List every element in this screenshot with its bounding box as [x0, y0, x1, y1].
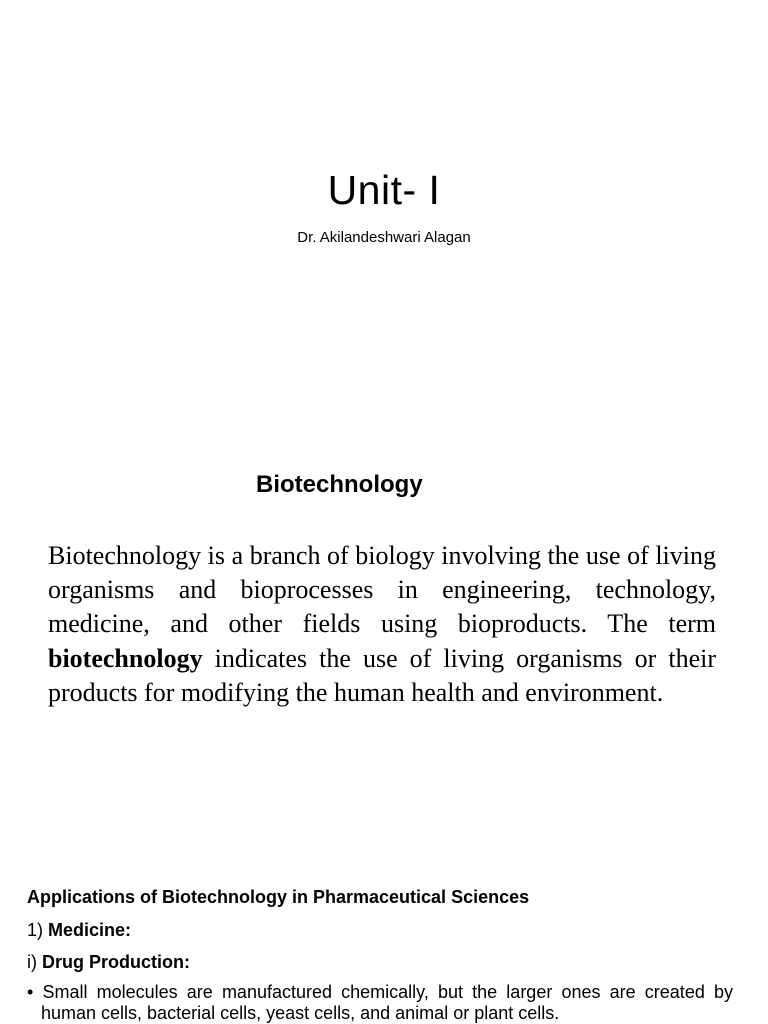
medicine-subheading	[27, 918, 131, 942]
medicine-label: Medicine:	[48, 920, 132, 940]
definition-text-end: indicates the use of living organisms or their products for modifying the human health and environment.	[48, 643, 716, 707]
definition-paragraph	[48, 539, 716, 710]
bullet-icon: •	[27, 982, 34, 1002]
bullet-item	[27, 982, 733, 1024]
drug-number: i)	[27, 952, 42, 972]
definition-bold-term: biotechnology	[48, 643, 203, 673]
title-slide	[0, 0, 768, 410]
definition-text-start: Biotechnology is a branch of biology involving the use of living organisms and bioprocesses in engineering, technology, medicine, and other fields using bioproducts. The term	[48, 541, 716, 639]
medicine-number: 1)	[27, 920, 49, 940]
bullet-text: Small molecules are manufactured chemically, but the larger ones are created by human cells, bacterial cells, yeast cells, and animal or plant cells.	[33, 982, 733, 1023]
drug-production-label: Drug Production:	[42, 952, 190, 972]
applications-slide	[0, 850, 768, 1024]
section-heading: Biotechnology	[256, 471, 423, 498]
definition-slide	[0, 410, 768, 850]
author-name: Dr. Akilandeshwari Alagan	[297, 229, 471, 246]
slide-title: Unit- I	[327, 167, 441, 213]
applications-heading: Applications of Biotechnology in Pharmaceutical Sciences	[27, 887, 530, 907]
drug-production-subheading	[27, 950, 190, 974]
